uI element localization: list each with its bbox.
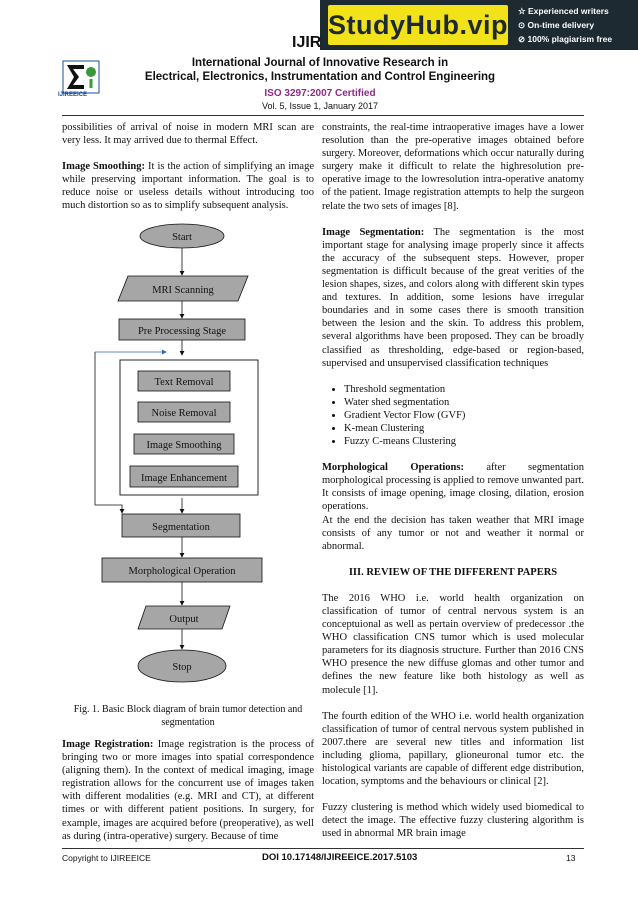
journal-code: IJIR xyxy=(292,34,322,51)
footer-divider xyxy=(62,848,584,849)
flowchart-diagram xyxy=(62,215,314,695)
left-column-bottom xyxy=(62,738,314,856)
segmentation-body: The segmentation is the most important stage for analysing image properly since it affects the accuracy of the subsequent steps. However, proper segmentation is difficult because of the great verities of the lesion shapes, sizes, and colors along with different skin types and textures. In addition, some lesions have irregular boundaries and in some cases there is smooth transition between the lesion and the skin. To address this problem, several algorithms have been proposed. They can be broadly classified as thresholding, edge-based or region-based, supervised and unsupervised classification techniques xyxy=(322,226,584,369)
section-heading: III. REVIEW OF THE DIFFERENT PAPERS xyxy=(348,566,558,578)
iso-cert: ISO 3297:2007 Certified xyxy=(264,88,376,99)
pre-processing-label: Pre Processing Stage xyxy=(137,326,227,337)
morphological-heading: Morphological Operations: xyxy=(322,462,464,474)
figure-caption: Fig. 1. Basic Block diagram of brain tumor detection and segmentation xyxy=(73,704,303,728)
banner-feature-3: ⊘ 100% plagiarism free xyxy=(518,34,613,44)
header-divider xyxy=(62,115,584,116)
list-item: • Threshold segmentation xyxy=(344,383,584,396)
studyhub-logo[interactable]: StudyHub.vip xyxy=(328,5,508,45)
registration-body: Image registration is the process of bringing two or more images into spatial correspondence (aligning them). In the context of medical imaging, image registration allows for the concurrent use of images taken with different modalities (e.g. MRI and CT), at different times or with different patient positions. In surgery, for example, images are acquired before (preoperative), as well as during (intra-operative) surgery. Because of time xyxy=(62,739,314,842)
segmentation-heading: Image Segmentation: xyxy=(322,226,425,238)
connector-bypass xyxy=(95,352,122,513)
list-item: • K-mean Clustering xyxy=(344,422,584,435)
right-column xyxy=(322,121,584,854)
start-label: Start xyxy=(172,232,192,243)
noise-removal-label: Noise Removal xyxy=(151,408,217,419)
banner-feature-2: ⊙ On-time delivery xyxy=(518,20,595,30)
registration-heading: Image Registration: xyxy=(62,739,154,750)
segmentation-label: Segmentation xyxy=(152,522,210,533)
paragraph-morphological xyxy=(322,461,584,513)
journal-logo-icon xyxy=(62,60,100,94)
paragraph-segmentation xyxy=(322,226,584,370)
paragraph-constraints: constraints, the real-time intraoperative images have a lower resolution than the pre-operative images obtained before surgery. Moreover, deformations which occur naturally during surgery make it difficult to relate the highresolution pre-operative image to the lowresolution intra-operative anatomy of the patient. Image registration attempts to help the surgeon relate the two sets of images [8]. xyxy=(322,122,584,212)
banner-feature-1: ☆ Experienced writers xyxy=(518,6,609,16)
image-enhancement-label: Image Enhancement xyxy=(141,473,227,484)
paragraph-registration xyxy=(62,738,314,843)
morphological-body: after segmentation morphological processing is applied to remove unwanted part. It consists of image opening, image closing, dilation, erosion operations. xyxy=(322,462,585,513)
paragraph-decision: At the end the decision has taken weather that MRI image consists of any tumor or not and weather it normal or abnormal. xyxy=(322,514,584,552)
list-item: • Fuzzy C-means Clustering xyxy=(344,435,584,448)
list-item: • Water shed segmentation xyxy=(344,396,584,409)
paragraph-review-3: Fuzzy clustering is method which widely used biomedical to detect the image. The effective fuzzy clustering algorithm is used in abnormal MR brain image xyxy=(322,802,584,840)
segmentation-methods-list xyxy=(322,383,584,448)
paragraph-noise: possibilities of arrival of noise in modern MRI scan are very less. It may arrived due to thermal Effect. xyxy=(62,122,314,147)
journal-name xyxy=(110,56,530,84)
smoothing-heading: Image Smoothing: xyxy=(62,161,145,173)
page-number: 13 xyxy=(566,853,576,863)
logo-label: IJIREEICE xyxy=(58,92,88,98)
morphological-label: Morphological Operation xyxy=(128,566,236,577)
smoothing-body: It is the action of simplifying an image while preserving important information. The goal is to reduce noise or useless details without introducing too much distortion so as to simplify subsequent analysis. xyxy=(62,161,314,212)
paragraph-review-1: The 2016 WHO i.e. world health organization on classification of tumor of central nervous system is an conceptuional as well as pertain overview of predecessor .the WHO classification CNS tumor which is used molecular parameters for its diagnosis structure. Further than 2016 CNS WHO presence the new diffuse glomas and other tumor and defines the new feature like both histology as well as molecule [1]. xyxy=(322,592,584,696)
text-removal-label: Text Removal xyxy=(154,377,214,388)
image-smoothing-label: Image Smoothing xyxy=(146,440,222,451)
paragraph-review-2: The fourth edition of the WHO i.e. world health organization classification of tumor of central nervous system published in 2007.there are several new titles and information list including glioma, papillary, glioneuronal tumor etc. the histological variants are capable of different edge distribution, location, symptoms and the behaviours or clinical [2]. xyxy=(322,710,584,788)
journal-name-line1: International Journal of Innovative Research in xyxy=(191,57,449,69)
journal-name-line2: Electrical, Electronics, Instrumentation and Control Engineering xyxy=(144,71,496,83)
left-column-top xyxy=(62,121,314,226)
output-label: Output xyxy=(169,614,199,625)
footer-doi[interactable]: DOI 10.17148/IJIREEICE.2017.5103 xyxy=(262,852,418,863)
stop-label: Stop xyxy=(172,662,192,673)
mri-scanning-label: MRI Scanning xyxy=(152,285,214,296)
list-item: • Gradient Vector Flow (GVF) xyxy=(344,409,584,422)
volume-info: Vol. 5, Issue 1, January 2017 xyxy=(261,101,379,111)
footer-copyright: Copyright to IJIREEICE xyxy=(62,853,151,863)
paragraph-smoothing xyxy=(62,160,314,212)
